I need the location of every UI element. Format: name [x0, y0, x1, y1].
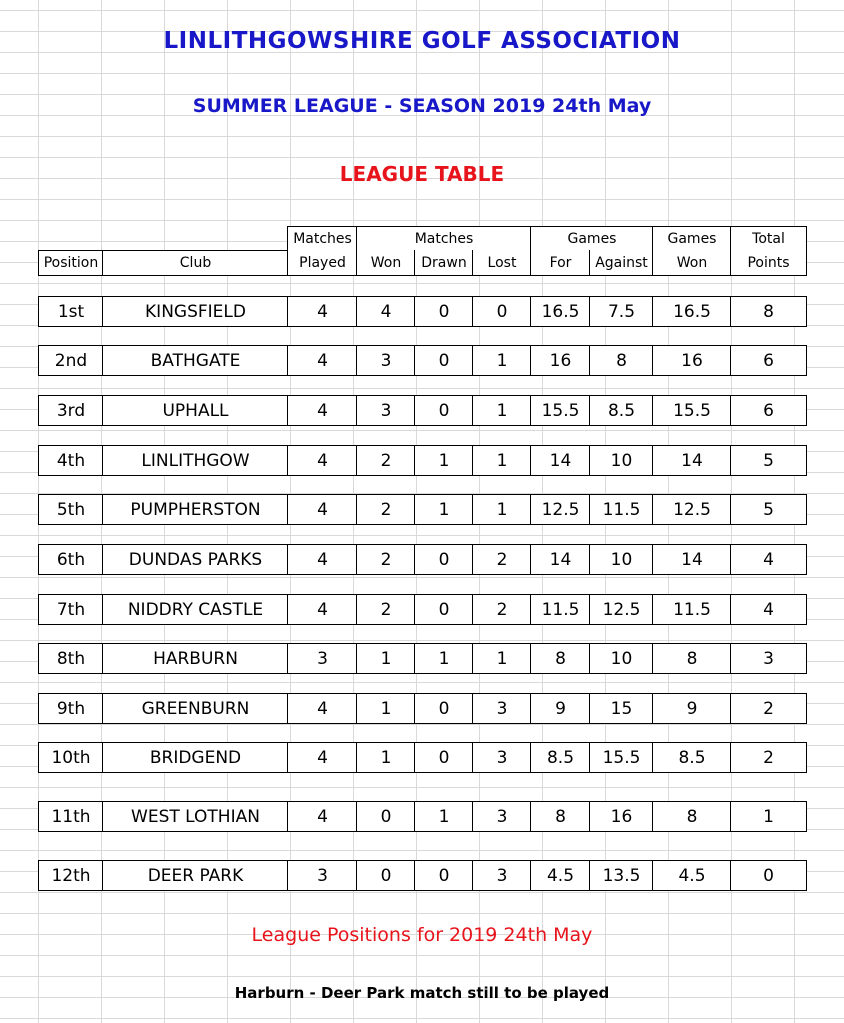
cell-position: 3rd	[38, 395, 103, 426]
cell-games-won: 16	[652, 345, 731, 376]
cell-club: DUNDAS PARKS	[102, 544, 288, 575]
cell-club: NIDDRY CASTLE	[102, 594, 288, 625]
cell-points: 6	[730, 345, 807, 376]
cell-played: 3	[287, 643, 357, 674]
cell-lost: 3	[472, 860, 531, 891]
cell-won: 0	[356, 860, 415, 891]
cell-games-won: 14	[652, 544, 731, 575]
cell-for: 4.5	[530, 860, 590, 891]
cell-drawn: 0	[414, 742, 473, 773]
cell-lost: 1	[472, 445, 531, 476]
cell-position: 7th	[38, 594, 103, 625]
cell-played: 4	[287, 742, 357, 773]
header-matches-played-bottom: Played	[287, 250, 357, 276]
cell-won: 2	[356, 544, 415, 575]
cell-played: 4	[287, 801, 357, 832]
cell-points: 3	[730, 643, 807, 674]
cell-position: 11th	[38, 801, 103, 832]
cell-drawn: 1	[414, 494, 473, 525]
cell-won: 4	[356, 296, 415, 327]
cell-against: 13.5	[589, 860, 653, 891]
cell-drawn: 0	[414, 544, 473, 575]
cell-won: 2	[356, 494, 415, 525]
cell-points: 5	[730, 445, 807, 476]
cell-points: 1	[730, 801, 807, 832]
cell-points: 2	[730, 693, 807, 724]
cell-for: 12.5	[530, 494, 590, 525]
cell-club: DEER PARK	[102, 860, 288, 891]
cell-for: 14	[530, 544, 590, 575]
cell-for: 8	[530, 643, 590, 674]
cell-lost: 2	[472, 544, 531, 575]
cell-games-won: 11.5	[652, 594, 731, 625]
association-title: LINLITHGOWSHIRE GOLF ASSOCIATION	[163, 28, 681, 54]
cell-points: 2	[730, 742, 807, 773]
cell-drawn: 0	[414, 296, 473, 327]
cell-games-won: 8	[652, 643, 731, 674]
cell-lost: 1	[472, 643, 531, 674]
cell-club: LINLITHGOW	[102, 445, 288, 476]
cell-points: 8	[730, 296, 807, 327]
cell-against: 10	[589, 445, 653, 476]
cell-club: KINGSFIELD	[102, 296, 288, 327]
cell-for: 15.5	[530, 395, 590, 426]
header-games-won-top: Games	[652, 226, 731, 251]
cell-played: 4	[287, 395, 357, 426]
cell-games-won: 8.5	[652, 742, 731, 773]
cell-club: BATHGATE	[102, 345, 288, 376]
cell-position: 1st	[38, 296, 103, 327]
cell-against: 12.5	[589, 594, 653, 625]
cell-won: 1	[356, 693, 415, 724]
cell-points: 6	[730, 395, 807, 426]
cell-for: 8.5	[530, 742, 590, 773]
cell-won: 2	[356, 445, 415, 476]
cell-position: 2nd	[38, 345, 103, 376]
header-lost: Lost	[472, 250, 531, 276]
cell-games-won: 8	[652, 801, 731, 832]
cell-against: 16	[589, 801, 653, 832]
cell-drawn: 0	[414, 860, 473, 891]
cell-drawn: 0	[414, 693, 473, 724]
cell-against: 11.5	[589, 494, 653, 525]
cell-against: 8	[589, 345, 653, 376]
header-games-won-bottom: Won	[652, 250, 731, 276]
cell-club: PUMPHERSTON	[102, 494, 288, 525]
header-position: Position	[38, 250, 103, 276]
cell-lost: 2	[472, 594, 531, 625]
cell-drawn: 1	[414, 445, 473, 476]
cell-position: 5th	[38, 494, 103, 525]
cell-against: 7.5	[589, 296, 653, 327]
cell-position: 9th	[38, 693, 103, 724]
cell-against: 10	[589, 643, 653, 674]
cell-played: 4	[287, 345, 357, 376]
cell-drawn: 1	[414, 643, 473, 674]
cell-games-won: 16.5	[652, 296, 731, 327]
cell-games-won: 14	[652, 445, 731, 476]
cell-won: 3	[356, 345, 415, 376]
cell-played: 4	[287, 594, 357, 625]
cell-played: 4	[287, 693, 357, 724]
cell-drawn: 1	[414, 801, 473, 832]
cell-games-won: 4.5	[652, 860, 731, 891]
cell-for: 11.5	[530, 594, 590, 625]
cell-won: 1	[356, 742, 415, 773]
cell-for: 14	[530, 445, 590, 476]
cell-club: WEST LOTHIAN	[102, 801, 288, 832]
cell-position: 10th	[38, 742, 103, 773]
header-matches-group: Matches	[356, 226, 531, 251]
cell-played: 3	[287, 860, 357, 891]
cell-drawn: 0	[414, 594, 473, 625]
cell-lost: 1	[472, 345, 531, 376]
cell-against: 8.5	[589, 395, 653, 426]
cell-won: 3	[356, 395, 415, 426]
cell-position: 12th	[38, 860, 103, 891]
cell-games-won: 12.5	[652, 494, 731, 525]
cell-lost: 0	[472, 296, 531, 327]
cell-lost: 3	[472, 801, 531, 832]
cell-club: HARBURN	[102, 643, 288, 674]
cell-lost: 1	[472, 395, 531, 426]
header-against: Against	[589, 250, 653, 276]
header-total-points-top: Total	[730, 226, 807, 251]
header-total-points-bottom: Points	[730, 250, 807, 276]
league-positions-note: League Positions for 2019 24th May	[251, 924, 593, 946]
cell-played: 4	[287, 544, 357, 575]
cell-won: 1	[356, 643, 415, 674]
cell-points: 0	[730, 860, 807, 891]
cell-points: 5	[730, 494, 807, 525]
cell-position: 6th	[38, 544, 103, 575]
cell-won: 2	[356, 594, 415, 625]
cell-drawn: 0	[414, 345, 473, 376]
cell-points: 4	[730, 544, 807, 575]
cell-for: 9	[530, 693, 590, 724]
cell-lost: 3	[472, 693, 531, 724]
cell-for: 16.5	[530, 296, 590, 327]
cell-club: UPHALL	[102, 395, 288, 426]
cell-against: 10	[589, 544, 653, 575]
cell-club: GREENBURN	[102, 693, 288, 724]
league-subtitle: SUMMER LEAGUE - SEASON 2019 24th May	[192, 95, 652, 117]
cell-drawn: 0	[414, 395, 473, 426]
header-for: For	[530, 250, 590, 276]
cell-games-won: 15.5	[652, 395, 731, 426]
cell-position: 4th	[38, 445, 103, 476]
cell-club: BRIDGEND	[102, 742, 288, 773]
cell-lost: 3	[472, 742, 531, 773]
header-club: Club	[102, 250, 288, 276]
header-games-group: Games	[530, 226, 653, 251]
pending-match-note: Harburn - Deer Park match still to be played	[234, 984, 610, 1002]
cell-against: 15.5	[589, 742, 653, 773]
cell-points: 4	[730, 594, 807, 625]
cell-played: 4	[287, 494, 357, 525]
cell-won: 0	[356, 801, 415, 832]
cell-games-won: 9	[652, 693, 731, 724]
cell-against: 15	[589, 693, 653, 724]
cell-for: 8	[530, 801, 590, 832]
cell-played: 4	[287, 445, 357, 476]
league-table-title: LEAGUE TABLE	[339, 162, 505, 186]
header-won: Won	[356, 250, 415, 276]
cell-played: 4	[287, 296, 357, 327]
cell-lost: 1	[472, 494, 531, 525]
header-drawn: Drawn	[414, 250, 473, 276]
cell-for: 16	[530, 345, 590, 376]
cell-position: 8th	[38, 643, 103, 674]
header-matches-played-top: Matches	[287, 226, 357, 251]
